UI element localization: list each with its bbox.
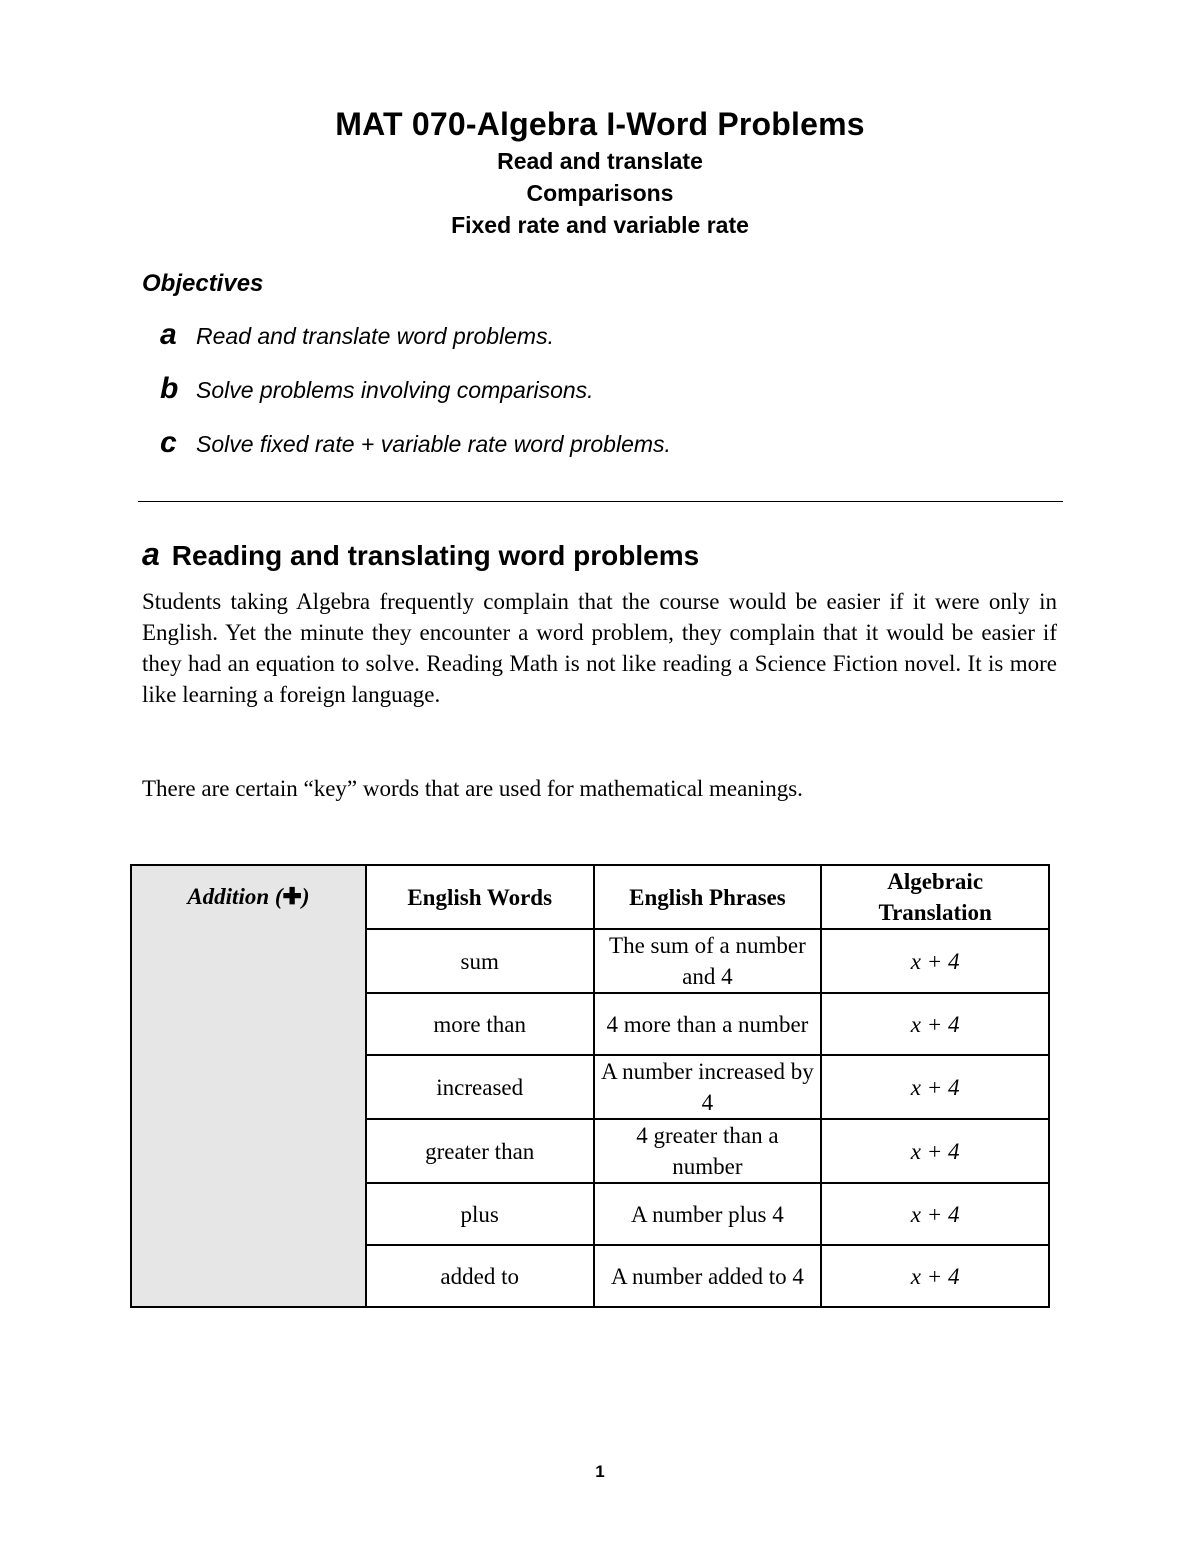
page-number: 1: [595, 1462, 605, 1481]
objective-text: Solve problems involving comparisons.: [196, 377, 594, 403]
algebraic-translation: x + 4: [821, 1119, 1049, 1183]
subtitle-comparisons: Comparisons: [526, 180, 674, 206]
english-phrase: 4 greater than a number: [594, 1119, 822, 1183]
objective-letter: a: [160, 318, 177, 351]
english-phrase: 4 more than a number: [594, 993, 822, 1055]
header-algebraic-translation: Algebraic Translation: [821, 865, 1049, 929]
objective-text: Solve fixed rate + variable rate word problems.: [196, 431, 671, 457]
algebraic-translation: x + 4: [821, 929, 1049, 993]
subtitle-fixed-variable-rate: Fixed rate and variable rate: [451, 212, 749, 238]
objective-letter: b: [160, 372, 179, 405]
subtitle-read-translate: Read and translate: [497, 148, 703, 174]
objective-item: [160, 372, 594, 406]
objective-text: Read and translate word problems.: [196, 323, 554, 349]
header-english-phrases: English Phrases: [594, 865, 822, 929]
english-word: more than: [366, 993, 594, 1055]
english-phrase: A number plus 4: [594, 1183, 822, 1245]
category-label: Addition (✚): [187, 884, 310, 909]
objective-letter: c: [160, 426, 177, 459]
english-word: added to: [366, 1245, 594, 1307]
section-heading-text: Reading and translating word problems: [171, 540, 700, 571]
intro-paragraph: Students taking Algebra frequently complain that the course would be easier if it were only in English. Yet the minute they encounter a word problem, they complain that it would be easier if they had an equation to solve. Reading Math is not like reading a Science Fiction novel. It is more like learning a foreign language.: [142, 589, 1057, 707]
header-english-words: English Words: [366, 865, 594, 929]
english-phrase: The sum of a number and 4: [594, 929, 822, 993]
english-phrase: A number increased by 4: [594, 1055, 822, 1119]
section-letter: a: [142, 536, 160, 572]
objective-item: [160, 318, 554, 352]
section-divider: [138, 501, 1063, 502]
english-phrase: A number added to 4: [594, 1245, 822, 1307]
table-header-row: [131, 865, 1049, 929]
objective-item: [160, 426, 671, 460]
plus-icon: ✚: [282, 884, 302, 909]
algebraic-translation: x + 4: [821, 1055, 1049, 1119]
page-title: MAT 070-Algebra I-Word Problems: [335, 106, 865, 142]
algebraic-translation: x + 4: [821, 1245, 1049, 1307]
english-word: sum: [366, 929, 594, 993]
algebraic-translation: x + 4: [821, 1183, 1049, 1245]
english-word: greater than: [366, 1119, 594, 1183]
english-word: increased: [366, 1055, 594, 1119]
key-words-paragraph: There are certain “key” words that are used for mathematical meanings.: [142, 776, 803, 801]
addition-key-words-table: [130, 864, 1050, 1308]
algebraic-translation: x + 4: [821, 993, 1049, 1055]
category-cell: [131, 865, 366, 1307]
english-word: plus: [366, 1183, 594, 1245]
objectives-heading: Objectives: [142, 270, 264, 297]
section-a-heading: [142, 536, 699, 573]
